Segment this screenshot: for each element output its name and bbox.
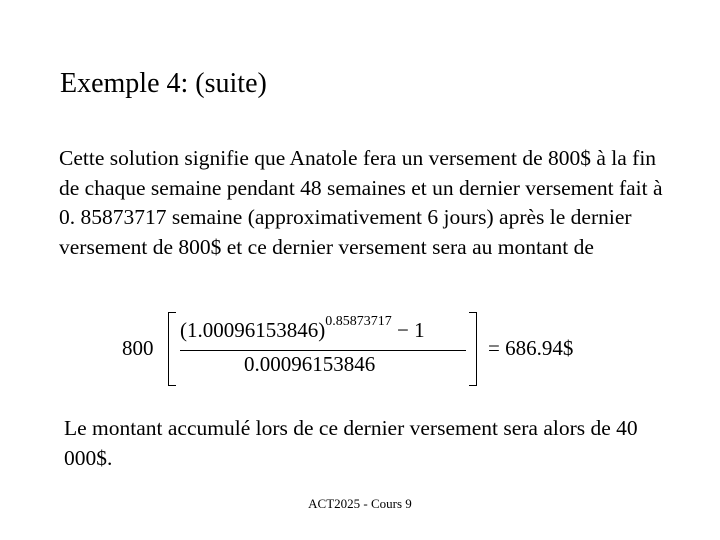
left-bracket: [168, 312, 176, 386]
explanation-paragraph: Cette solution signifie que Anatole fera un versement de 800$ à la fin de chaque semaine pendant 48 semaines et un dernier versement fait à 0. 85873717 semaine (approximativement 6 jours) après le dernier versement de 800$ et ce dernier versement sera au montant de: [59, 146, 663, 259]
formula-numerator: [180, 314, 425, 343]
formula-base: (1.00096153846): [180, 318, 326, 342]
conclusion-paragraph: Le montant accumulé lors de ce dernier versement sera alors de 40 000$.: [64, 416, 638, 470]
formula-result: = 686.94$: [488, 336, 574, 360]
slide-title: Exemple 4: (suite): [60, 68, 267, 99]
formula-minus-one: − 1: [391, 318, 425, 342]
fraction-line: [180, 350, 466, 351]
slide-footer: ACT2025 - Cours 9: [308, 496, 412, 511]
formula-exponent: 0.85873717: [325, 314, 392, 329]
formula-coefficient: 800: [122, 336, 154, 360]
right-bracket: [469, 312, 477, 386]
payment-formula: [118, 310, 618, 390]
formula-denominator: 0.00096153846: [244, 352, 376, 376]
